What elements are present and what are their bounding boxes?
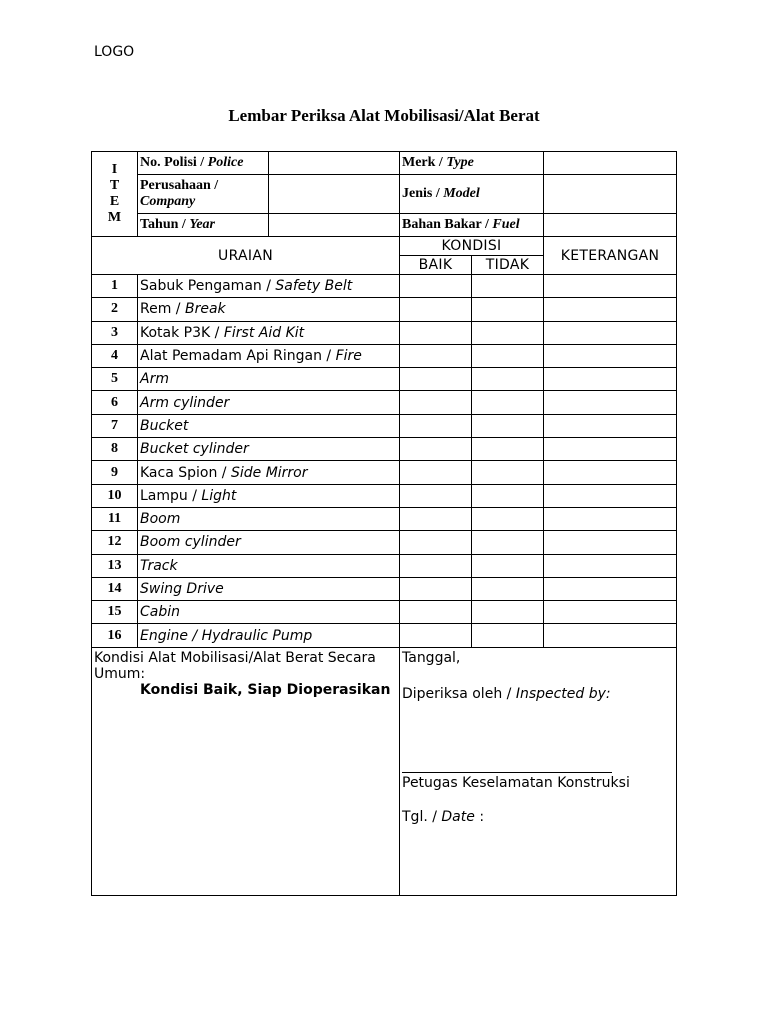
- item-description: Engine / Hydraulic Pump: [138, 624, 400, 647]
- baik-checkbox[interactable]: [400, 577, 472, 600]
- item-description: Lampu / Light: [138, 484, 400, 507]
- table-row: [92, 577, 677, 600]
- tidak-header: TIDAK: [472, 256, 544, 275]
- tidak-checkbox[interactable]: [472, 507, 544, 530]
- baik-checkbox[interactable]: [400, 507, 472, 530]
- table-row: [92, 601, 677, 624]
- keterangan-field[interactable]: [544, 368, 677, 391]
- keterangan-field[interactable]: [544, 577, 677, 600]
- tidak-checkbox[interactable]: [472, 275, 544, 298]
- item-number: 7: [92, 414, 138, 437]
- item-number: 9: [92, 461, 138, 484]
- keterangan-field[interactable]: [544, 624, 677, 647]
- keterangan-field[interactable]: [544, 321, 677, 344]
- condition-value: Kondisi Baik, Siap Dioperasikan: [140, 681, 391, 698]
- jenis-value-field[interactable]: [544, 175, 677, 214]
- item-description: Alat Pemadam Api Ringan / Fire: [138, 344, 400, 367]
- item-number: 12: [92, 531, 138, 554]
- item-number: 11: [92, 507, 138, 530]
- tidak-checkbox[interactable]: [472, 438, 544, 461]
- item-number: 5: [92, 368, 138, 391]
- item-number: 13: [92, 554, 138, 577]
- keterangan-field[interactable]: [544, 414, 677, 437]
- keterangan-field[interactable]: [544, 601, 677, 624]
- tidak-checkbox[interactable]: [472, 344, 544, 367]
- logo-text: LOGO: [94, 44, 135, 60]
- item-number: 6: [92, 391, 138, 414]
- table-row: [92, 298, 677, 321]
- item-number: 16: [92, 624, 138, 647]
- item-number: 14: [92, 577, 138, 600]
- signature-cell: Tanggal, Diperiksa oleh / Inspected by: Petugas Keselamatan Konstruksi Tgl. / Date :: [400, 647, 677, 895]
- baik-checkbox[interactable]: [400, 298, 472, 321]
- tidak-checkbox[interactable]: [472, 577, 544, 600]
- table-row: [92, 344, 677, 367]
- tidak-checkbox[interactable]: [472, 601, 544, 624]
- item-description: Bucket cylinder: [138, 438, 400, 461]
- item-description: Track: [138, 554, 400, 577]
- baik-checkbox[interactable]: [400, 554, 472, 577]
- table-row: [92, 368, 677, 391]
- baik-checkbox[interactable]: [400, 275, 472, 298]
- baik-checkbox[interactable]: [400, 368, 472, 391]
- table-row: [92, 275, 677, 298]
- tidak-checkbox[interactable]: [472, 298, 544, 321]
- tidak-checkbox[interactable]: [472, 484, 544, 507]
- tidak-checkbox[interactable]: [472, 368, 544, 391]
- keterangan-field[interactable]: [544, 438, 677, 461]
- table-row: [92, 507, 677, 530]
- tidak-checkbox[interactable]: [472, 321, 544, 344]
- tidak-checkbox[interactable]: [472, 624, 544, 647]
- table-row: [92, 554, 677, 577]
- keterangan-field[interactable]: [544, 344, 677, 367]
- keterangan-field[interactable]: [544, 554, 677, 577]
- item-description: Cabin: [138, 601, 400, 624]
- general-condition-cell: [92, 647, 400, 895]
- year-value-field[interactable]: [269, 214, 400, 237]
- tidak-checkbox[interactable]: [472, 414, 544, 437]
- merk-value-field[interactable]: [544, 152, 677, 175]
- baik-checkbox[interactable]: [400, 484, 472, 507]
- table-row: [92, 391, 677, 414]
- item-description: Boom cylinder: [138, 531, 400, 554]
- date-label: Tanggal,: [402, 649, 461, 666]
- tidak-checkbox[interactable]: [472, 391, 544, 414]
- tidak-checkbox[interactable]: [472, 554, 544, 577]
- signature-line[interactable]: [402, 772, 612, 773]
- item-description: Kaca Spion / Side Mirror: [138, 461, 400, 484]
- baik-checkbox[interactable]: [400, 321, 472, 344]
- baik-checkbox[interactable]: [400, 601, 472, 624]
- item-number: 2: [92, 298, 138, 321]
- page-title: Lembar Periksa Alat Mobilisasi/Alat Berat: [228, 106, 540, 125]
- item-vertical-label: I T E M: [92, 152, 138, 237]
- item-description: Kotak P3K / First Aid Kit: [138, 321, 400, 344]
- item-description: Arm: [138, 368, 400, 391]
- baik-checkbox[interactable]: [400, 531, 472, 554]
- baik-checkbox[interactable]: [400, 391, 472, 414]
- tgl-en: Date: [441, 808, 475, 825]
- item-number: 1: [92, 275, 138, 298]
- table-row: [92, 484, 677, 507]
- item-description: Swing Drive: [138, 577, 400, 600]
- general-condition-label: Kondisi Alat Mobilisasi/Alat Berat Secara Umum:: [94, 649, 376, 682]
- inspected-en: Inspected by:: [515, 685, 611, 702]
- item-number: 4: [92, 344, 138, 367]
- item-number: 8: [92, 438, 138, 461]
- keterangan-field[interactable]: [544, 484, 677, 507]
- table-row: [92, 461, 677, 484]
- police-label-cell: No. Polisi / Police: [138, 152, 269, 175]
- keterangan-field[interactable]: [544, 461, 677, 484]
- officer-title: Petugas Keselamatan Konstruksi: [402, 774, 630, 791]
- table-row: [92, 438, 677, 461]
- merk-label-cell: Merk / Type: [400, 152, 544, 175]
- table-row: [92, 531, 677, 554]
- baik-checkbox[interactable]: [400, 624, 472, 647]
- keterangan-field[interactable]: [544, 275, 677, 298]
- item-number: 3: [92, 321, 138, 344]
- baik-header: BAIK: [400, 256, 472, 275]
- inspected-label: Diperiksa oleh /: [402, 685, 516, 702]
- item-description: Bucket: [138, 414, 400, 437]
- baik-checkbox[interactable]: [400, 414, 472, 437]
- table-row: [92, 624, 677, 647]
- company-label-cell: Perusahaan / Company: [138, 175, 269, 214]
- fuel-value-field[interactable]: [544, 214, 677, 237]
- company-value-field[interactable]: [269, 175, 400, 214]
- baik-checkbox[interactable]: [400, 461, 472, 484]
- tidak-checkbox[interactable]: [472, 531, 544, 554]
- keterangan-field[interactable]: [544, 507, 677, 530]
- table-row: [92, 321, 677, 344]
- uraian-header: URAIAN: [92, 237, 400, 275]
- fuel-label-cell: Bahan Bakar / Fuel: [400, 214, 544, 237]
- item-number: 10: [92, 484, 138, 507]
- jenis-label-cell: Jenis / Model: [400, 175, 544, 214]
- year-label-cell: Tahun / Year: [138, 214, 269, 237]
- item-number: 15: [92, 601, 138, 624]
- keterangan-header: KETERANGAN: [544, 237, 677, 275]
- tidak-checkbox[interactable]: [472, 461, 544, 484]
- item-description: Rem / Break: [138, 298, 400, 321]
- kondisi-header: KONDISI: [400, 237, 544, 256]
- keterangan-field[interactable]: [544, 298, 677, 321]
- keterangan-field[interactable]: [544, 531, 677, 554]
- item-description: Boom: [138, 507, 400, 530]
- keterangan-field[interactable]: [544, 391, 677, 414]
- baik-checkbox[interactable]: [400, 344, 472, 367]
- police-value-field[interactable]: [269, 152, 400, 175]
- table-row: [92, 414, 677, 437]
- baik-checkbox[interactable]: [400, 438, 472, 461]
- tgl-label: Tgl. /: [402, 808, 442, 825]
- item-description: Sabuk Pengaman / Safety Belt: [138, 275, 400, 298]
- inspection-table: [91, 151, 677, 896]
- item-description: Arm cylinder: [138, 391, 400, 414]
